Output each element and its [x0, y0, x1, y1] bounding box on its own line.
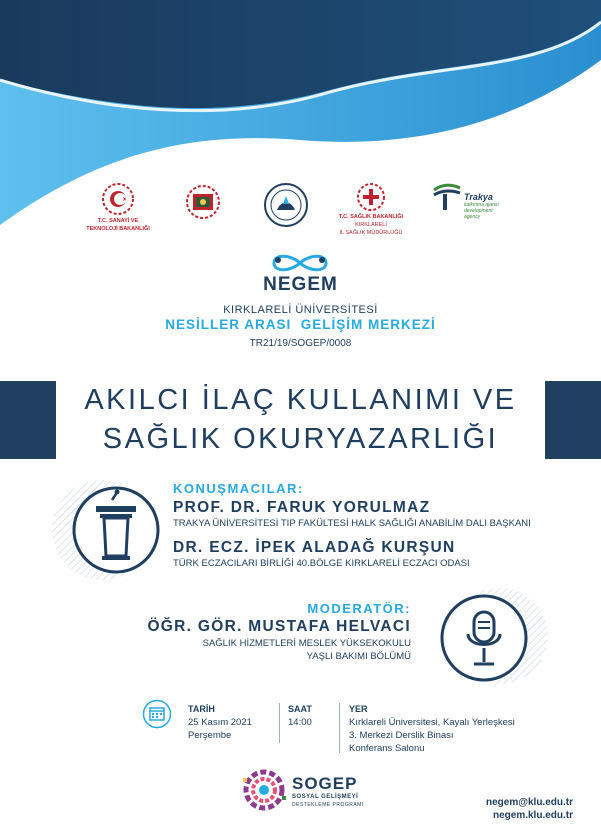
health-emblem-icon — [356, 182, 386, 212]
saglik-label-3: İL SAĞLIK MÜDÜRLÜĞÜ — [339, 230, 403, 236]
university-name: KIRKLARELİ ÜNİVERSİTESİ — [223, 304, 378, 316]
speaker-2-name: DR. ECZ. İPEK ALADAĞ KURŞUN — [173, 539, 456, 556]
info-divider-1 — [279, 703, 280, 743]
trakya-label: Trakya — [464, 192, 493, 202]
time-value: 14:00 — [288, 717, 312, 728]
place-label: YER — [349, 704, 368, 714]
calendar-icon — [142, 699, 172, 729]
university-seal-icon — [263, 182, 309, 228]
sanayi-label-2: TEKNOLOJİ BAKANLIĞI — [86, 226, 150, 232]
time-label: SAAT — [288, 704, 312, 714]
date-label: TARİH — [188, 704, 215, 714]
speaker-1-affiliation: TRAKYA ÜNİVERSİTESİ TIP FAKÜLTESİ HALK SAĞLIĞI ANABİLİM DALI BAŞKANI — [173, 518, 531, 529]
date-value: 25 Kasım 2021 — [188, 717, 252, 728]
saglik-bakanligi-logo — [336, 182, 406, 236]
place-line-1: Kırklareli Üniversitesi, Kayalı Yerleşkesi — [349, 717, 515, 728]
sogep-brand: SOGEP — [292, 774, 358, 793]
podium-icon — [50, 470, 170, 590]
valilik-logo — [183, 182, 223, 222]
negem-brand: NEGEM — [263, 274, 338, 295]
saglik-label-2: KIRKLARELİ — [355, 222, 387, 228]
sogep-sub-2: DESTEKLEME PROGRAMI — [292, 802, 364, 808]
contact-web[interactable]: negem.klu.edu.tr — [492, 810, 573, 821]
sogep-sub-1: SOSYAL GELİŞMEYİ — [292, 794, 359, 800]
speaker-2-affiliation: TÜRK ECZACILARI BİRLİĞİ 40.BÖLGE KIRKLARELİ ECZACI ODASI — [173, 558, 470, 569]
microphone-icon — [412, 584, 552, 694]
center-name: NESİLLER ARASI GELİŞİM MERKEZİ — [165, 317, 436, 332]
valilik-emblem-icon — [185, 182, 221, 222]
speaker-1-name: PROF. DR. FARUK YORULMAZ — [173, 499, 431, 516]
moderator-affiliation-1: SAĞLIK HİZMETLERİ MESLEK YÜKSEKOKULU — [202, 638, 411, 649]
event-title-line-2: SAĞLIK OKURYAZARLIĞI — [102, 423, 499, 455]
trakya-sub-2: development agency — [464, 208, 493, 220]
moderator-name: ÖĞR. GÖR. MUSTAFA HELVACI — [147, 618, 411, 635]
trakya-ajansi-logo — [432, 182, 507, 220]
place-line-3: Konferans Salonu — [349, 743, 425, 754]
sanayi-label-1: T.C. SANAYİ VE — [97, 218, 139, 224]
klu-logo — [262, 182, 310, 228]
turkey-emblem-icon — [101, 182, 135, 216]
partner-logos — [0, 182, 601, 242]
project-code: TR21/19/SOGEP/0008 — [249, 338, 352, 349]
saglik-label-1: T.C. SAĞLIK BAKANLIĞI — [338, 214, 404, 220]
place-line-2: 3. Merkezi Derslik Binası — [349, 730, 454, 741]
moderator-label: MODERATÖR: — [307, 601, 411, 616]
event-title-line-1: AKILCI İLAÇ KULLANIMI VE — [84, 384, 517, 416]
info-divider-2 — [339, 703, 340, 753]
negem-emblem-icon — [268, 250, 332, 276]
day-value: Perşembe — [188, 730, 232, 741]
sogep-emblem-icon — [240, 766, 290, 814]
speakers-label: KONUŞMACILAR: — [173, 481, 304, 496]
contact-email[interactable]: negem@klu.edu.tr — [486, 797, 573, 808]
trakya-mark-icon — [432, 182, 462, 212]
moderator-affiliation-2: YAŞLI BAKIMI BÖLÜMÜ — [306, 651, 411, 662]
sanayi-bakanligi-logo — [78, 182, 158, 232]
trakya-sub-1: kalkınma ajansı — [464, 202, 499, 208]
